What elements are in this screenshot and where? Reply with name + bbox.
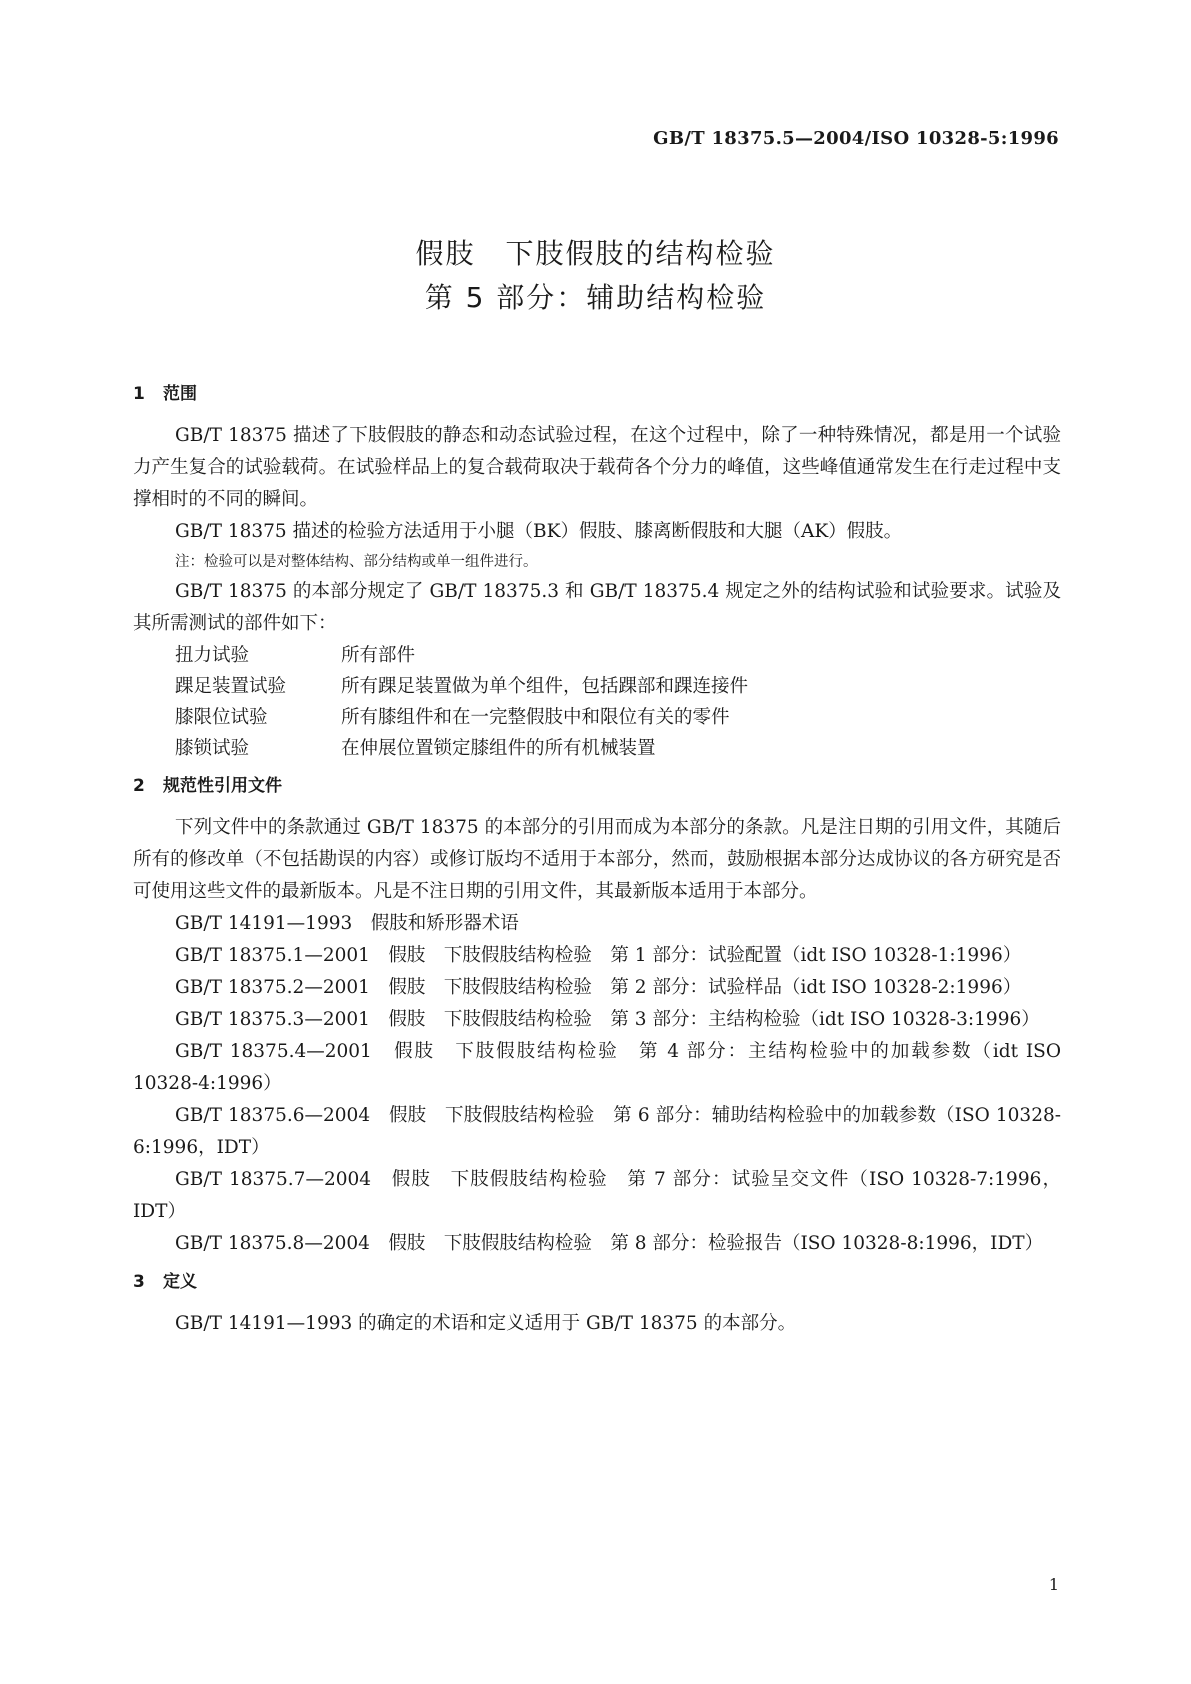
reference-item: GB/T 18375.6—2004 假肢 下肢假肢结构检验 第 6 部分：辅助结构检验中的加载参数（ISO 10328-6:1996，IDT）	[133, 1105, 1061, 1158]
document-subtitle: 第 5 部分：辅助结构检验	[424, 281, 767, 314]
paragraph: GB/T 18375 描述了下肢假肢的静态和动态试验过程，在这个过程中，除了一种特殊情况，都是用一个试验力产生复合的试验载荷。在试验样品上的复合载荷取决于载荷各个分力的峰值，这些峰值通常发生在行走过程中支撑相时的不同的瞬间。	[133, 425, 1061, 510]
paragraph: GB/T 18375 描述的检验方法适用于小腿（BK）假肢、膝离断假肢和大腿（AK）假肢。	[175, 521, 903, 542]
section-heading-scope: 1 范围	[133, 384, 197, 404]
paragraph: GB/T 18375 的本部分规定了 GB/T 18375.3 和 GB/T 18375.4 规定之外的结构试验和试验要求。试验及其所需测试的部件如下：	[133, 581, 1061, 634]
section-heading-normative-references: 2 规范性引用文件	[133, 776, 282, 796]
reference-item: GB/T 18375.8—2004 假肢 下肢假肢结构检验 第 8 部分：检验报告（ISO 10328-8:1996，IDT）	[175, 1233, 1044, 1254]
reference-item: GB/T 18375.3—2001 假肢 下肢假肢结构检验 第 3 部分：主结构检验（idt ISO 10328-3:1996）	[175, 1009, 1040, 1030]
paragraph: 下列文件中的条款通过 GB/T 18375 的本部分的引用而成为本部分的条款。凡是注日期的引用文件，其随后所有的修改单（不包括勘误的内容）或修订版均不适用于本部分，然而，鼓励根据本部分达成协议的各方研究是否可使用这些文件的最新版本。凡是不注日期的引用文件，其最新版本适用于本部分。	[133, 817, 1061, 902]
page-number: 1	[1048, 1575, 1059, 1594]
reference-item: GB/T 18375.4—2001 假肢 下肢假肢结构检验 第 4 部分：主结构检验中的加载参数（idt ISO 10328-4:1996）	[133, 1041, 1061, 1094]
list-item: 踝足装置试验 所有踝足装置做为单个组件，包括踝部和踝连接件	[175, 676, 749, 697]
reference-item: GB/T 18375.7—2004 假肢 下肢假肢结构检验 第 7 部分：试验呈交文件（ISO 10328-7:1996，IDT）	[133, 1169, 1061, 1222]
document-body	[133, 382, 1061, 1340]
document-title: 假肢 下肢假肢的结构检验	[415, 237, 776, 270]
reference-item: GB/T 18375.2—2001 假肢 下肢假肢结构检验 第 2 部分：试验样品（idt ISO 10328-2:1996）	[175, 977, 1022, 998]
section-heading-definitions: 3 定义	[133, 1272, 197, 1292]
reference-item: GB/T 18375.1—2001 假肢 下肢假肢结构检验 第 1 部分：试验配置（idt ISO 10328-1:1996）	[175, 945, 1022, 966]
standard-code: GB/T 18375.5—2004/ISO 10328-5:1996	[653, 128, 1059, 149]
list-item: 膝锁试验 在伸展位置锁定膝组件的所有机械装置	[175, 738, 656, 759]
list-item: 扭力试验 所有部件	[175, 645, 416, 666]
list-item: 膝限位试验 所有膝组件和在一完整假肢中和限位有关的零件	[175, 707, 730, 728]
test-items-list	[133, 640, 1061, 764]
reference-item: GB/T 14191—1993 假肢和矫形器术语	[175, 913, 519, 934]
note: 注：检验可以是对整体结构、部分结构或单一组件进行。	[175, 554, 538, 570]
paragraph: GB/T 14191—1993 的确定的术语和定义适用于 GB/T 18375 的本部分。	[175, 1313, 797, 1334]
